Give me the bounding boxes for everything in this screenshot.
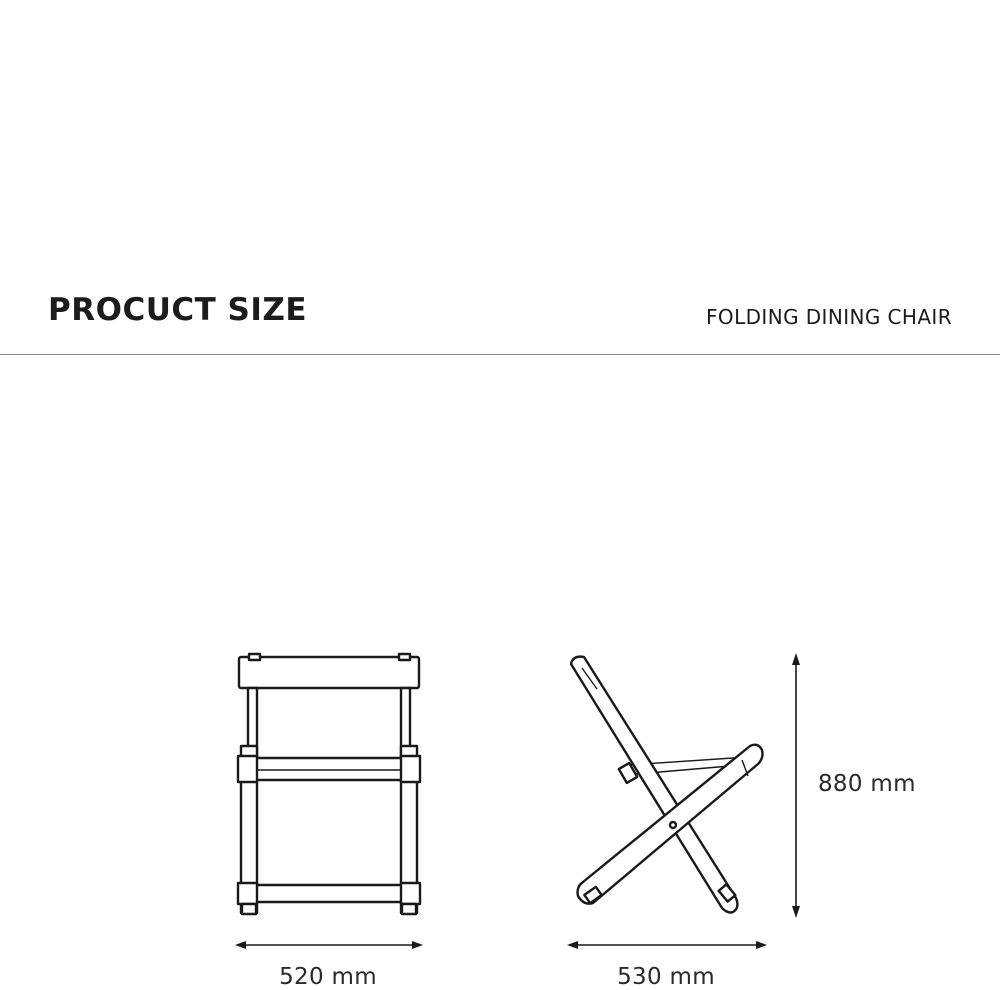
dimension-width xyxy=(235,941,423,949)
front-backrest-cap-left xyxy=(249,654,260,660)
dimension-depth xyxy=(567,941,767,949)
product-name: FOLDING DINING CHAIR xyxy=(706,305,952,329)
depth-label: 530 mm xyxy=(617,964,715,990)
height-label: 880 mm xyxy=(818,771,916,797)
front-backrest xyxy=(239,657,419,688)
front-foot-right xyxy=(402,904,416,914)
front-stretcher xyxy=(239,885,419,902)
front-foot-left xyxy=(242,904,256,914)
chair-front-view xyxy=(238,654,420,914)
front-stretcher-block-right xyxy=(401,883,420,904)
front-backrest-cap-right xyxy=(399,654,410,660)
side-pivot-bolt xyxy=(670,822,676,828)
chair-side-view xyxy=(571,657,763,913)
dimension-height xyxy=(792,653,800,918)
page-title: PROCUCT SIZE xyxy=(48,292,308,328)
front-seat-block-right xyxy=(401,756,420,782)
front-stretcher-block-left xyxy=(238,883,257,904)
front-seat-rail xyxy=(239,758,419,780)
width-label: 520 mm xyxy=(279,964,377,990)
front-seat-block-left xyxy=(238,756,257,782)
